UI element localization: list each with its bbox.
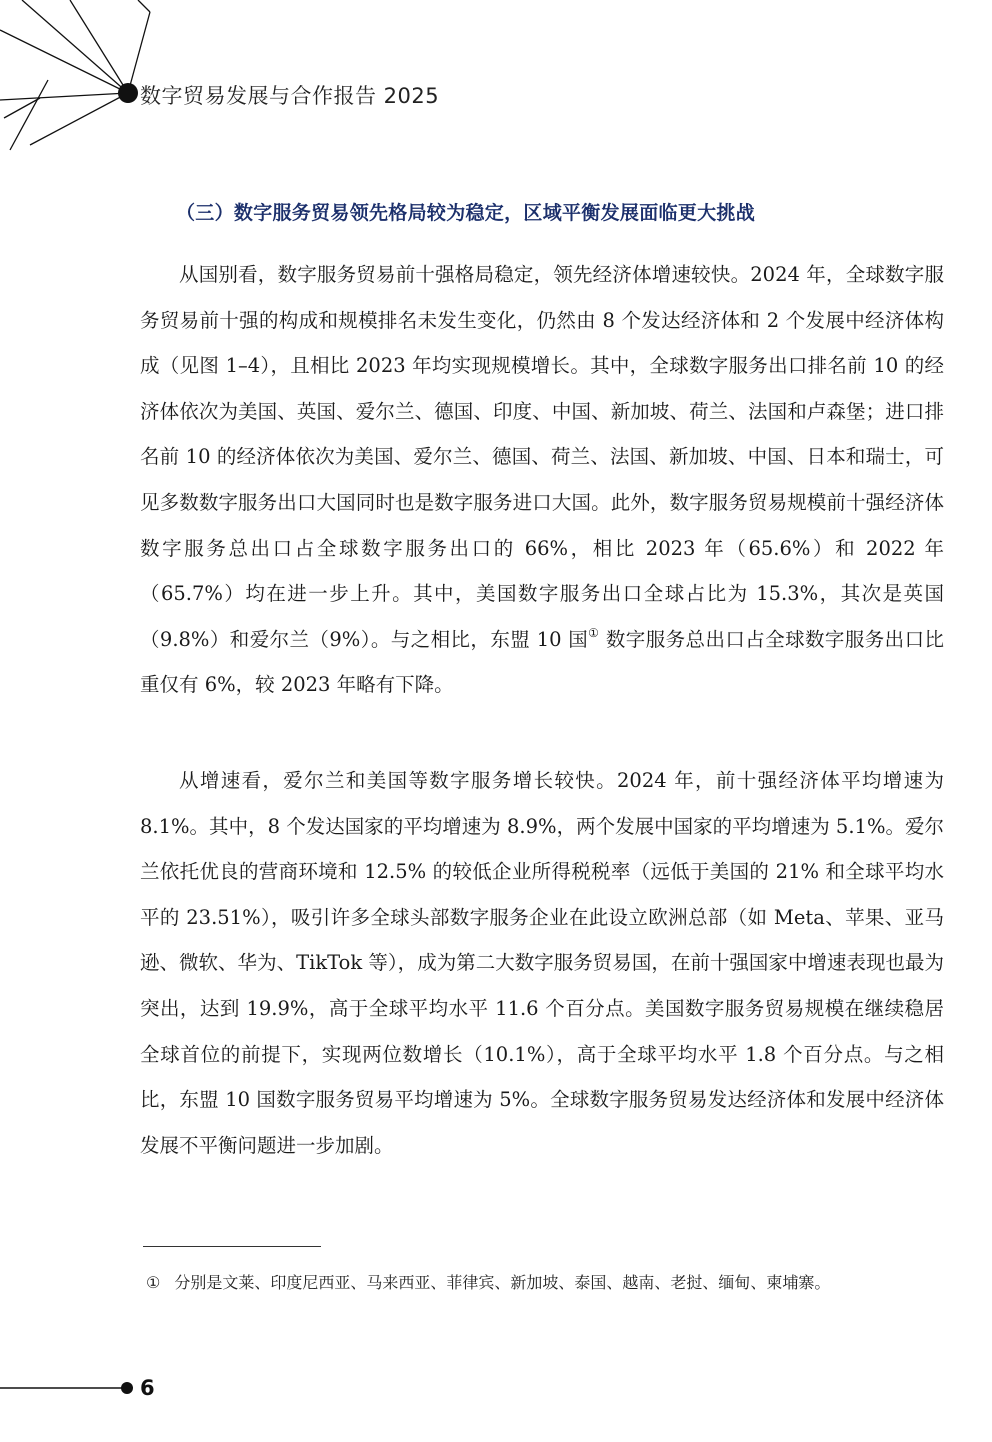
paragraph-2 — [140, 758, 944, 1176]
header-dot-icon — [118, 83, 138, 103]
footnote — [146, 1270, 830, 1293]
running-header-title: 数字贸易发展与合作报告 2025 — [140, 84, 440, 108]
footnote-mark: ① — [146, 1273, 161, 1292]
page-number-rule — [0, 1380, 140, 1396]
section-heading: （三）数字服务贸易领先格局较为稳定，区域平衡发展面临更大挑战 — [176, 202, 756, 224]
footnote-divider — [143, 1246, 321, 1247]
paragraph-1 — [140, 252, 944, 716]
paragraph-1-text-end: 数字服务总出口占全球数字服务出口比重仅有 6%，较 2023 年略有下降。 — [140, 627, 944, 697]
paragraph-1-text: 从国别看，数字服务贸易前十强格局稳定，领先经济体增速较快。2024 年，全球数字服务贸易前十强的构成和规模排名未发生变化，仍然由 8 个发达经济体和 2 个发展中经济体构成（见图 1–4），且相比 2023 年均实现规模增长。其中，全球数字服务出口排名前 10 的经济体依次为美国、英国、爱尔兰、德国、印度、中国、新加坡、荷兰、法国和卢森堡；进口排名前 10 的经济体依次为美国、爱尔兰、德国、荷兰、法国、新加坡、中国、日本和瑞士，可见多数数字服务出口大国同时也是数字服务进口大国。此外，数字服务贸易规模前十强经济体数字服务总出口占全球数字服务出口的 66%，相比 2023 年（65.6%）和 2022 年（65.7%）均在进一步上升。其中，美国数字服务出口全球占比为 15.3%，其次是英国（9.8%）和爱尔兰（9%）。与之相比，东盟 10 国 — [140, 263, 944, 651]
footnote-text: 分别是文莱、印度尼西亚、马来西亚、菲律宾、新加坡、泰国、越南、老挝、缅甸、柬埔寨。 — [174, 1273, 831, 1292]
footnote-reference: ① — [588, 625, 600, 640]
paragraph-2-text: 从增速看，爱尔兰和美国等数字服务增长较快。2024 年，前十强经济体平均增速为 8.1%。其中，8 个发达国家的平均增速为 8.9%，两个发展中国家的平均增速为 5.1%。爱尔兰依托优良的营商环境和 12.5% 的较低企业所得税税率（远低于美国的 21% 和全球平均水平的 23.51%），吸引许多全球头部数字服务企业在此设立欧洲总部（如 Meta、苹果、亚马逊、微软、华为、TikTok 等），成为第二大数字服务贸易国，在前十强国家中增速表现也最为突出，达到 19.9%，高于全球平均水平 11.6 个百分点。美国数字服务贸易规模在继续稳居全球首位的前提下，实现两位数增长（10.1%），高于全球平均水平 1.8 个百分点。与之相比，东盟 10 国数字服务贸易平均增速为 5%。全球数字服务贸易发达经济体和发展中经济体发展不平衡问题进一步加剧。 — [140, 769, 944, 1157]
page-number: 6 — [140, 1376, 155, 1400]
page-dot-icon — [121, 1382, 133, 1394]
